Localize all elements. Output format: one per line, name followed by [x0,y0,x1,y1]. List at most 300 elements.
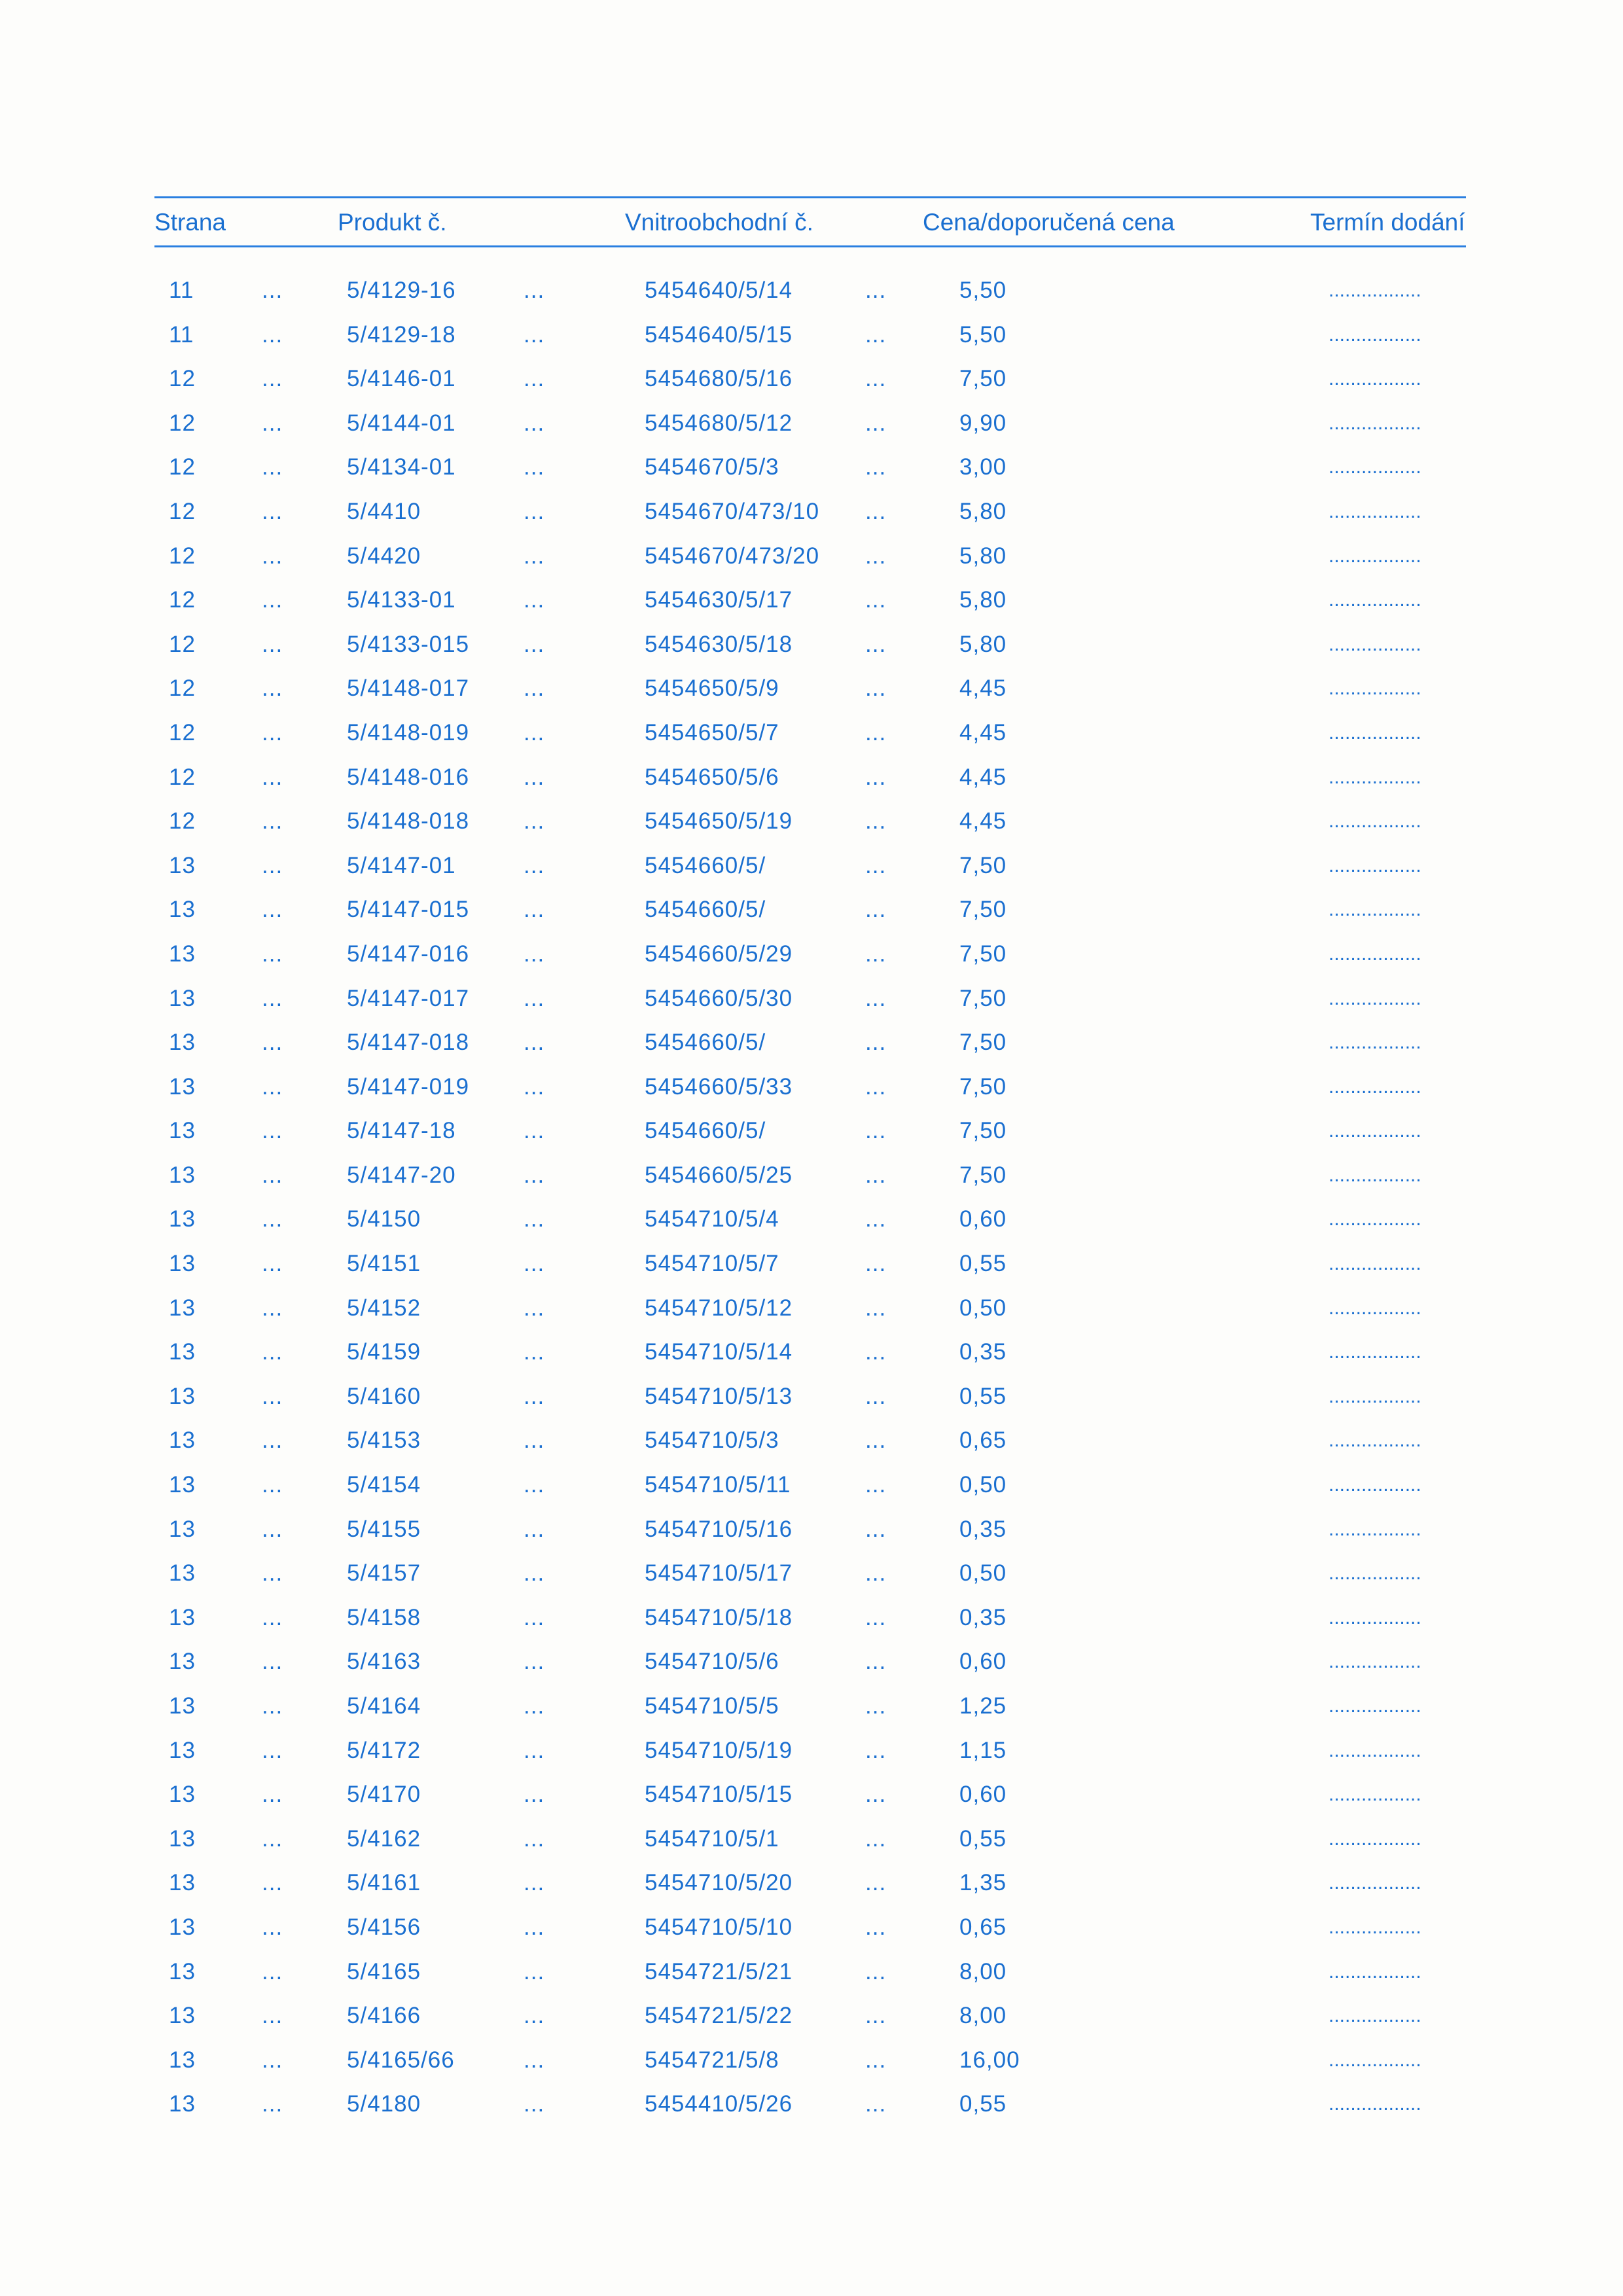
cell-vnitro: 5454710/5/17 [645,1560,793,1587]
separator-dots: ... [524,1472,545,1498]
cell-cena: 0,60 [959,1206,1007,1232]
cell-cena: 7,50 [959,985,1007,1011]
table-row [0,1994,1623,2038]
cell-termin-blank: ................. [1329,1827,1421,1850]
separator-dots: ... [524,1825,545,1852]
table-row [0,313,1623,357]
separator-dots: ... [865,1870,887,1896]
separator-dots: ... [524,1427,545,1454]
cell-strana: 13 [169,1383,196,1409]
table-row [0,977,1623,1021]
cell-produkt: 5/4165 [347,1958,421,1984]
cell-termin-blank: ................. [1329,987,1421,1009]
cell-vnitro: 5454670/5/3 [645,454,779,480]
separator-dots: ... [262,631,283,657]
separator-dots: ... [524,1693,545,1719]
cell-strana: 12 [169,764,196,790]
cell-produkt: 5/4161 [347,1870,421,1896]
separator-dots: ... [524,1251,545,1277]
cell-vnitro: 5454710/5/12 [645,1295,793,1321]
cell-termin-blank: ................. [1329,2049,1421,2071]
separator-dots: ... [262,808,283,834]
cell-produkt: 5/4159 [347,1339,421,1365]
cell-termin-blank: ................. [1329,1916,1421,1938]
cell-termin-blank: ................. [1329,899,1421,921]
cell-termin-blank: ................. [1329,1429,1421,1452]
table-row [0,622,1623,667]
cell-vnitro: 5454710/5/4 [645,1206,779,1232]
cell-vnitro: 5454660/5/29 [645,941,793,967]
header-cena: Cena/doporučená cena [923,209,1175,236]
cell-strana: 13 [169,1737,196,1763]
cell-vnitro: 5454710/5/20 [645,1870,793,1896]
cell-strana: 12 [169,366,196,392]
cell-termin-blank: ................. [1329,1695,1421,1717]
separator-dots: ... [865,1472,887,1498]
separator-dots: ... [524,1206,545,1232]
cell-termin-blank: ................. [1329,766,1421,788]
cell-cena: 0,50 [959,1295,1007,1321]
separator-dots: ... [262,1825,283,1852]
cell-produkt: 5/4162 [347,1825,421,1852]
cell-strana: 13 [169,2091,196,2117]
separator-dots: ... [262,1118,283,1144]
cell-produkt: 5/4148-018 [347,808,470,834]
cell-produkt: 5/4133-01 [347,587,456,613]
table-row [0,2082,1623,2126]
table-row [0,1817,1623,1861]
cell-produkt: 5/4129-16 [347,278,456,303]
cell-cena: 0,60 [959,1782,1007,1808]
separator-dots: ... [865,1516,887,1542]
separator-dots: ... [262,675,283,702]
cell-strana: 13 [169,852,196,878]
separator-dots: ... [524,675,545,702]
separator-dots: ... [262,1914,283,1940]
header-bottom-rule [154,245,1466,247]
cell-strana: 12 [169,587,196,613]
cell-produkt: 5/4147-017 [347,985,470,1011]
cell-vnitro: 5454710/5/11 [645,1472,791,1498]
separator-dots: ... [262,321,283,348]
separator-dots: ... [865,1914,887,1940]
table-row [0,268,1623,313]
separator-dots: ... [524,1870,545,1896]
separator-dots: ... [865,1383,887,1409]
separator-dots: ... [524,764,545,790]
cell-strana: 13 [169,2047,196,2073]
cell-strana: 13 [169,1472,196,1498]
table-row [0,1684,1623,1729]
cell-cena: 0,60 [959,1649,1007,1675]
table-row [0,490,1623,534]
cell-cena: 5,80 [959,631,1007,657]
cell-produkt: 5/4146-01 [347,366,456,392]
separator-dots: ... [865,1604,887,1630]
cell-strana: 13 [169,1870,196,1896]
separator-dots: ... [262,1206,283,1232]
cell-strana: 13 [169,1162,196,1188]
table-row [0,711,1623,755]
cell-termin-blank: ................. [1329,1606,1421,1628]
cell-cena: 0,55 [959,2091,1007,2117]
separator-dots: ... [262,1295,283,1321]
cell-strana: 13 [169,941,196,967]
separator-dots: ... [865,1339,887,1365]
separator-dots: ... [865,1693,887,1719]
separator-dots: ... [262,278,283,303]
separator-dots: ... [524,1649,545,1675]
cell-cena: 0,65 [959,1914,1007,1940]
separator-dots: ... [262,587,283,613]
separator-dots: ... [524,897,545,923]
cell-cena: 4,45 [959,675,1007,702]
cell-termin-blank: ................. [1329,1518,1421,1540]
cell-vnitro: 5454660/5/33 [645,1073,793,1100]
separator-dots: ... [865,2091,887,2117]
header-produkt: Produkt č. [338,209,447,236]
cell-vnitro: 5454710/5/18 [645,1604,793,1630]
cell-produkt: 5/4147-015 [347,897,470,923]
cell-termin-blank: ................. [1329,810,1421,833]
cell-strana: 13 [169,1914,196,1940]
cell-produkt: 5/4148-019 [347,719,470,745]
separator-dots: ... [524,321,545,348]
separator-dots: ... [865,1958,887,1984]
cell-produkt: 5/4158 [347,1604,421,1630]
header-vnitro: Vnitroobchodní č. [625,209,813,236]
table-row [0,534,1623,579]
table-row [0,1286,1623,1331]
separator-dots: ... [524,941,545,967]
table-row [0,357,1623,401]
cell-vnitro: 5454710/5/13 [645,1383,793,1409]
separator-dots: ... [865,719,887,745]
cell-vnitro: 5454650/5/6 [645,764,779,790]
cell-cena: 4,45 [959,719,1007,745]
cell-cena: 5,80 [959,498,1007,524]
separator-dots: ... [524,1604,545,1630]
separator-dots: ... [524,1737,545,1763]
table-row [0,2038,1623,2083]
cell-cena: 0,35 [959,1604,1007,1630]
table-row [0,755,1623,800]
cell-strana: 13 [169,1604,196,1630]
separator-dots: ... [524,1782,545,1808]
cell-vnitro: 5454660/5/ [645,1118,766,1144]
cell-termin-blank: ................. [1329,1075,1421,1098]
table-row [0,1861,1623,1905]
cell-strana: 13 [169,1030,196,1056]
cell-cena: 0,55 [959,1825,1007,1852]
cell-strana: 12 [169,454,196,480]
cell-cena: 1,15 [959,1737,1007,1763]
table-row [0,578,1623,622]
cell-vnitro: 5454660/5/ [645,1030,766,1056]
separator-dots: ... [865,1295,887,1321]
separator-dots: ... [262,410,283,436]
cell-vnitro: 5454710/5/5 [645,1693,779,1719]
separator-dots: ... [262,719,283,745]
cell-vnitro: 5454721/5/22 [645,2003,793,2029]
separator-dots: ... [865,1427,887,1454]
cell-termin-blank: ................. [1329,1341,1421,1363]
separator-dots: ... [524,2003,545,2029]
header-top-rule [154,196,1466,198]
separator-dots: ... [524,2047,545,2073]
cell-produkt: 5/4172 [347,1737,421,1763]
cell-termin-blank: ................. [1329,323,1421,346]
table-row [0,1772,1623,1817]
separator-dots: ... [524,1339,545,1365]
cell-termin-blank: ................. [1329,545,1421,567]
cell-cena: 16,00 [959,2047,1020,2073]
separator-dots: ... [865,1118,887,1144]
separator-dots: ... [524,1030,545,1056]
cell-strana: 11 [169,278,194,303]
separator-dots: ... [865,498,887,524]
separator-dots: ... [262,1958,283,1984]
table-row [0,1596,1623,1640]
cell-strana: 13 [169,1958,196,1984]
separator-dots: ... [524,719,545,745]
separator-dots: ... [262,454,283,480]
separator-dots: ... [865,1073,887,1100]
separator-dots: ... [865,1737,887,1763]
cell-produkt: 5/4147-019 [347,1073,470,1100]
cell-produkt: 5/4165/66 [347,2047,455,2073]
separator-dots: ... [865,543,887,569]
cell-cena: 0,35 [959,1339,1007,1365]
cell-termin-blank: ................. [1329,633,1421,655]
cell-termin-blank: ................. [1329,1872,1421,1894]
separator-dots: ... [262,1383,283,1409]
cell-produkt: 5/4153 [347,1427,421,1454]
cell-termin-blank: ................. [1329,1562,1421,1585]
cell-vnitro: 5454650/5/7 [645,719,779,745]
cell-cena: 5,80 [959,587,1007,613]
cell-cena: 7,50 [959,1073,1007,1100]
cell-strana: 12 [169,675,196,702]
cell-termin-blank: ................. [1329,1164,1421,1186]
cell-termin-blank: ................. [1329,1253,1421,1275]
separator-dots: ... [865,1825,887,1852]
cell-cena: 9,90 [959,410,1007,436]
cell-termin-blank: ................. [1329,1784,1421,1806]
separator-dots: ... [865,1206,887,1232]
cell-strana: 13 [169,897,196,923]
table-row [0,1065,1623,1109]
table-row [0,1418,1623,1463]
separator-dots: ... [262,1516,283,1542]
cell-produkt: 5/4154 [347,1472,421,1498]
cell-vnitro: 5454670/473/20 [645,543,820,569]
separator-dots: ... [865,2047,887,2073]
cell-strana: 13 [169,1782,196,1808]
cell-cena: 7,50 [959,1118,1007,1144]
separator-dots: ... [865,852,887,878]
separator-dots: ... [524,1295,545,1321]
cell-produkt: 5/4134-01 [347,454,456,480]
cell-strana: 13 [169,985,196,1011]
separator-dots: ... [865,1560,887,1587]
separator-dots: ... [262,2091,283,2117]
separator-dots: ... [865,321,887,348]
separator-dots: ... [262,1073,283,1100]
cell-produkt: 5/4148-017 [347,675,470,702]
cell-cena: 0,50 [959,1472,1007,1498]
cell-strana: 13 [169,1693,196,1719]
cell-vnitro: 5454710/5/3 [645,1427,779,1454]
cell-strana: 13 [169,1206,196,1232]
separator-dots: ... [865,1162,887,1188]
cell-strana: 13 [169,1339,196,1365]
separator-dots: ... [262,1649,283,1675]
cell-vnitro: 5454710/5/1 [645,1825,779,1852]
cell-strana: 13 [169,1251,196,1277]
table-row [0,1905,1623,1950]
separator-dots: ... [865,410,887,436]
cell-strana: 13 [169,1295,196,1321]
cell-termin-blank: ................. [1329,854,1421,876]
cell-vnitro: 5454710/5/15 [645,1782,793,1808]
header-termin: Termín dodání [1310,209,1465,236]
table-row [0,1729,1623,1773]
cell-strana: 11 [169,321,194,348]
cell-produkt: 5/4147-016 [347,941,470,967]
cell-produkt: 5/4152 [347,1295,421,1321]
separator-dots: ... [865,941,887,967]
table-row [0,799,1623,844]
separator-dots: ... [865,366,887,392]
separator-dots: ... [524,1958,545,1984]
cell-cena: 5,50 [959,321,1007,348]
separator-dots: ... [524,852,545,878]
cell-produkt: 5/4144-01 [347,410,456,436]
cell-produkt: 5/4166 [347,2003,421,2029]
separator-dots: ... [524,1073,545,1100]
cell-termin-blank: ................. [1329,1120,1421,1142]
separator-dots: ... [262,366,283,392]
cell-cena: 8,00 [959,1958,1007,1984]
cell-vnitro: 5454710/5/16 [645,1516,793,1542]
table-row [0,666,1623,711]
cell-cena: 0,55 [959,1383,1007,1409]
table-row [0,1153,1623,1198]
separator-dots: ... [524,410,545,436]
separator-dots: ... [865,985,887,1011]
cell-strana: 12 [169,543,196,569]
table-row [0,1020,1623,1065]
separator-dots: ... [524,454,545,480]
separator-dots: ... [865,1030,887,1056]
cell-vnitro: 5454640/5/15 [645,321,793,348]
separator-dots: ... [865,808,887,834]
cell-termin-blank: ................. [1329,412,1421,434]
cell-vnitro: 5454410/5/26 [645,2091,793,2117]
cell-vnitro: 5454660/5/25 [645,1162,793,1188]
cell-produkt: 5/4147-018 [347,1030,470,1056]
separator-dots: ... [524,1383,545,1409]
separator-dots: ... [262,498,283,524]
cell-vnitro: 5454630/5/18 [645,631,793,657]
table-row [0,1374,1623,1419]
separator-dots: ... [524,2091,545,2117]
cell-vnitro: 5454680/5/16 [645,366,793,392]
table-row [0,888,1623,932]
cell-cena: 0,55 [959,1251,1007,1277]
separator-dots: ... [524,985,545,1011]
cell-vnitro: 5454721/5/8 [645,2047,779,2073]
cell-produkt: 5/4147-01 [347,852,456,878]
cell-produkt: 5/4163 [347,1649,421,1675]
cell-cena: 1,35 [959,1870,1007,1896]
cell-termin-blank: ................. [1329,1651,1421,1673]
separator-dots: ... [262,941,283,967]
table-row [0,1640,1623,1684]
cell-termin-blank: ................. [1329,1208,1421,1230]
cell-strana: 13 [169,1560,196,1587]
cell-strana: 13 [169,2003,196,2029]
cell-strana: 13 [169,1118,196,1144]
cell-produkt: 5/4410 [347,498,421,524]
cell-termin-blank: ................. [1329,2093,1421,2115]
cell-produkt: 5/4164 [347,1693,421,1719]
separator-dots: ... [865,278,887,303]
header-strana: Strana [154,209,226,236]
separator-dots: ... [262,1737,283,1763]
table-row [0,1950,1623,1994]
cell-cena: 7,50 [959,1030,1007,1056]
cell-vnitro: 5454680/5/12 [645,410,793,436]
table-row [0,932,1623,977]
separator-dots: ... [262,985,283,1011]
cell-termin-blank: ................. [1329,456,1421,478]
separator-dots: ... [524,808,545,834]
cell-termin-blank: ................. [1329,1385,1421,1407]
cell-termin-blank: ................. [1329,279,1421,301]
cell-cena: 8,00 [959,2003,1007,2029]
cell-cena: 0,50 [959,1560,1007,1587]
separator-dots: ... [865,675,887,702]
separator-dots: ... [865,2003,887,2029]
cell-strana: 12 [169,808,196,834]
cell-termin-blank: ................. [1329,1474,1421,1496]
cell-vnitro: 5454710/5/19 [645,1737,793,1763]
separator-dots: ... [262,1870,283,1896]
separator-dots: ... [262,1472,283,1498]
cell-cena: 7,50 [959,897,1007,923]
cell-termin-blank: ................. [1329,1739,1421,1761]
cell-produkt: 5/4148-016 [347,764,470,790]
cell-cena: 0,35 [959,1516,1007,1542]
cell-strana: 12 [169,498,196,524]
cell-vnitro: 5454650/5/19 [645,808,793,834]
cell-produkt: 5/4180 [347,2091,421,2117]
separator-dots: ... [262,1604,283,1630]
table-row [0,1242,1623,1286]
separator-dots: ... [262,2047,283,2073]
cell-strana: 13 [169,1427,196,1454]
separator-dots: ... [262,1427,283,1454]
cell-strana: 13 [169,1073,196,1100]
separator-dots: ... [262,1162,283,1188]
cell-vnitro: 5454710/5/6 [645,1649,779,1675]
separator-dots: ... [865,1251,887,1277]
separator-dots: ... [262,1693,283,1719]
cell-strana: 12 [169,631,196,657]
cell-vnitro: 5454670/473/10 [645,498,820,524]
